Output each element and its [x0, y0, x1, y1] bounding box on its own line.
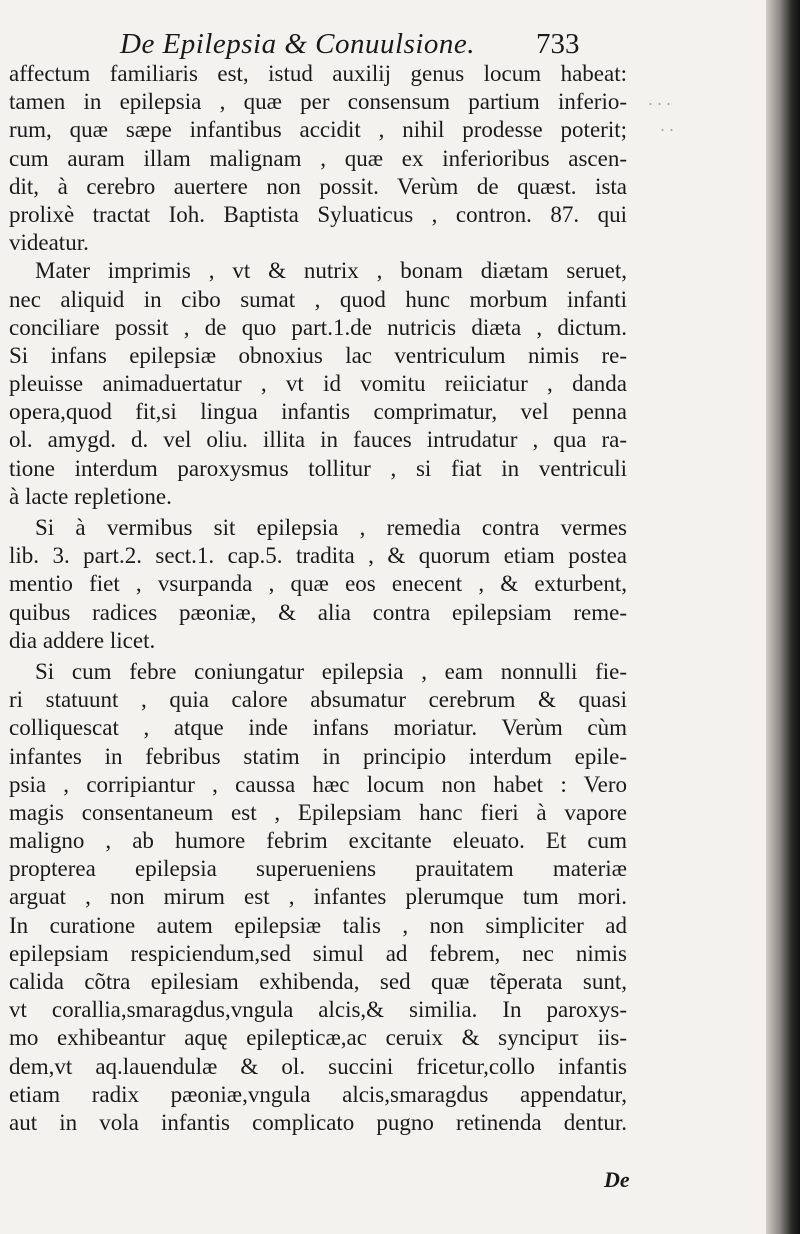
text-line: magis consentaneum est , Epilepsiam hanc fieri à vapore	[9, 799, 627, 825]
text-line: tamen in epilepsia , quæ per consensum partium inferio-	[9, 89, 627, 115]
text-line: Si infans epilepsiæ obnoxius lac ventriculum nimis re-	[9, 342, 627, 368]
text-line: aut in vola infantis complicato pugno retinenda dentur.	[9, 1109, 627, 1135]
catchword: De	[604, 1167, 630, 1192]
text-line: infantes in febribus statim in principio interdum epile-	[9, 743, 627, 769]
text-line: ri statuunt , quia calore absumatur cerebrum & quasi	[9, 687, 627, 713]
text-line: vt corallia,smaragdus,vngula alcis,& similia. In paroxys-	[9, 997, 627, 1023]
text-line: opera,quod fit,si lingua infantis comprimatur, vel penna	[9, 399, 627, 425]
text-line: conciliare possit , de quo part.1.de nutricis diæta , dictum.	[9, 314, 627, 340]
body-text	[9, 60, 627, 1137]
text-line: nec aliquid in cibo sumat , quod hunc morbum infanti	[9, 286, 627, 312]
text-line: dia addere licet.	[9, 627, 156, 653]
text-line: affectum familiaris est, istud auxilij genus locum habeat:	[9, 61, 627, 86]
text-line: colliquescat , atque inde infans moriatur. Verùm cùm	[9, 715, 627, 741]
text-line: dem,vt aq.lauendulæ & ol. succini fricetur,collo infantis	[9, 1053, 627, 1079]
text-line: propterea epilepsia superueniens prauitatem materiæ	[9, 856, 627, 882]
book-spine-shadow	[766, 0, 800, 1234]
paragraph-start-line: Si cum febre coniungatur epilepsia , eam nonnulli fie-	[35, 658, 627, 684]
text-line: prolixè tractat Ioh. Baptista Syluaticus , contron. 87. qui	[9, 201, 627, 227]
text-line: psia , corripiantur , caussa hæc locum non habet : Vero	[9, 771, 627, 797]
running-title: De Epilepsia & Conuulsione.	[120, 28, 476, 60]
paragraph-start-line: Si à vermibus sit epilepsia , remedia contra vermes	[35, 515, 627, 540]
text-line: mo exhibeantur aquę epilepticæ,ac ceruix & syncipuτ iis-	[9, 1025, 627, 1051]
text-line: arguat , non mirum est , infantes plerumque tum mori.	[9, 884, 627, 910]
text-line: quibus radices pæoniæ, & alia contra epilepsiam reme-	[9, 599, 627, 625]
page-number: 733	[536, 28, 580, 60]
text-line: lib. 3. part.2. sect.1. cap.5. tradita , & quorum etiam postea	[9, 543, 627, 569]
text-line: mentio fiet , vsurpanda , quæ eos enecent , & exturbent,	[9, 571, 627, 597]
text-line: pleuisse animaduertatur , vt id vomitu reiiciatur , danda	[9, 371, 627, 397]
text-line: videatur.	[9, 230, 89, 256]
text-line: In curatione autem epilepsiæ talis , non simpliciter ad	[9, 912, 627, 938]
text-line: dit, à cerebro auertere non possit. Verùm de quæst. ista	[9, 173, 627, 199]
text-line: ol. amygd. d. vel oliu. illita in fauces intrudatur , qua ra-	[9, 427, 627, 453]
text-line: calida cõtra epilesiam exhibenda, sed quæ tẽperata sunt,	[9, 969, 627, 994]
paragraph-start-line: Mater imprimis , vt & nutrix , bonam diætam seruet,	[35, 258, 627, 284]
faint-marginal-notes: · · · · ·	[648, 94, 674, 140]
text-line: cum auram illam malignam , quæ ex inferioribus ascen-	[9, 145, 627, 171]
text-line: etiam radix pæoniæ,vngula alcis,smaragdus appendatur,	[9, 1081, 627, 1107]
text-line: tione interdum paroxysmus tollitur , si fiat in ventriculi	[9, 455, 627, 481]
text-line: maligno , ab humore febrim excitante eleuato. Et cum	[9, 828, 627, 854]
text-line: epilepsiam respiciendum,sed simul ad febrem, nec nimis	[9, 940, 627, 966]
text-line: à lacte repletione.	[9, 483, 172, 509]
text-line: rum, quæ sæpe infantibus accidit , nihil prodesse poterit;	[9, 117, 627, 143]
